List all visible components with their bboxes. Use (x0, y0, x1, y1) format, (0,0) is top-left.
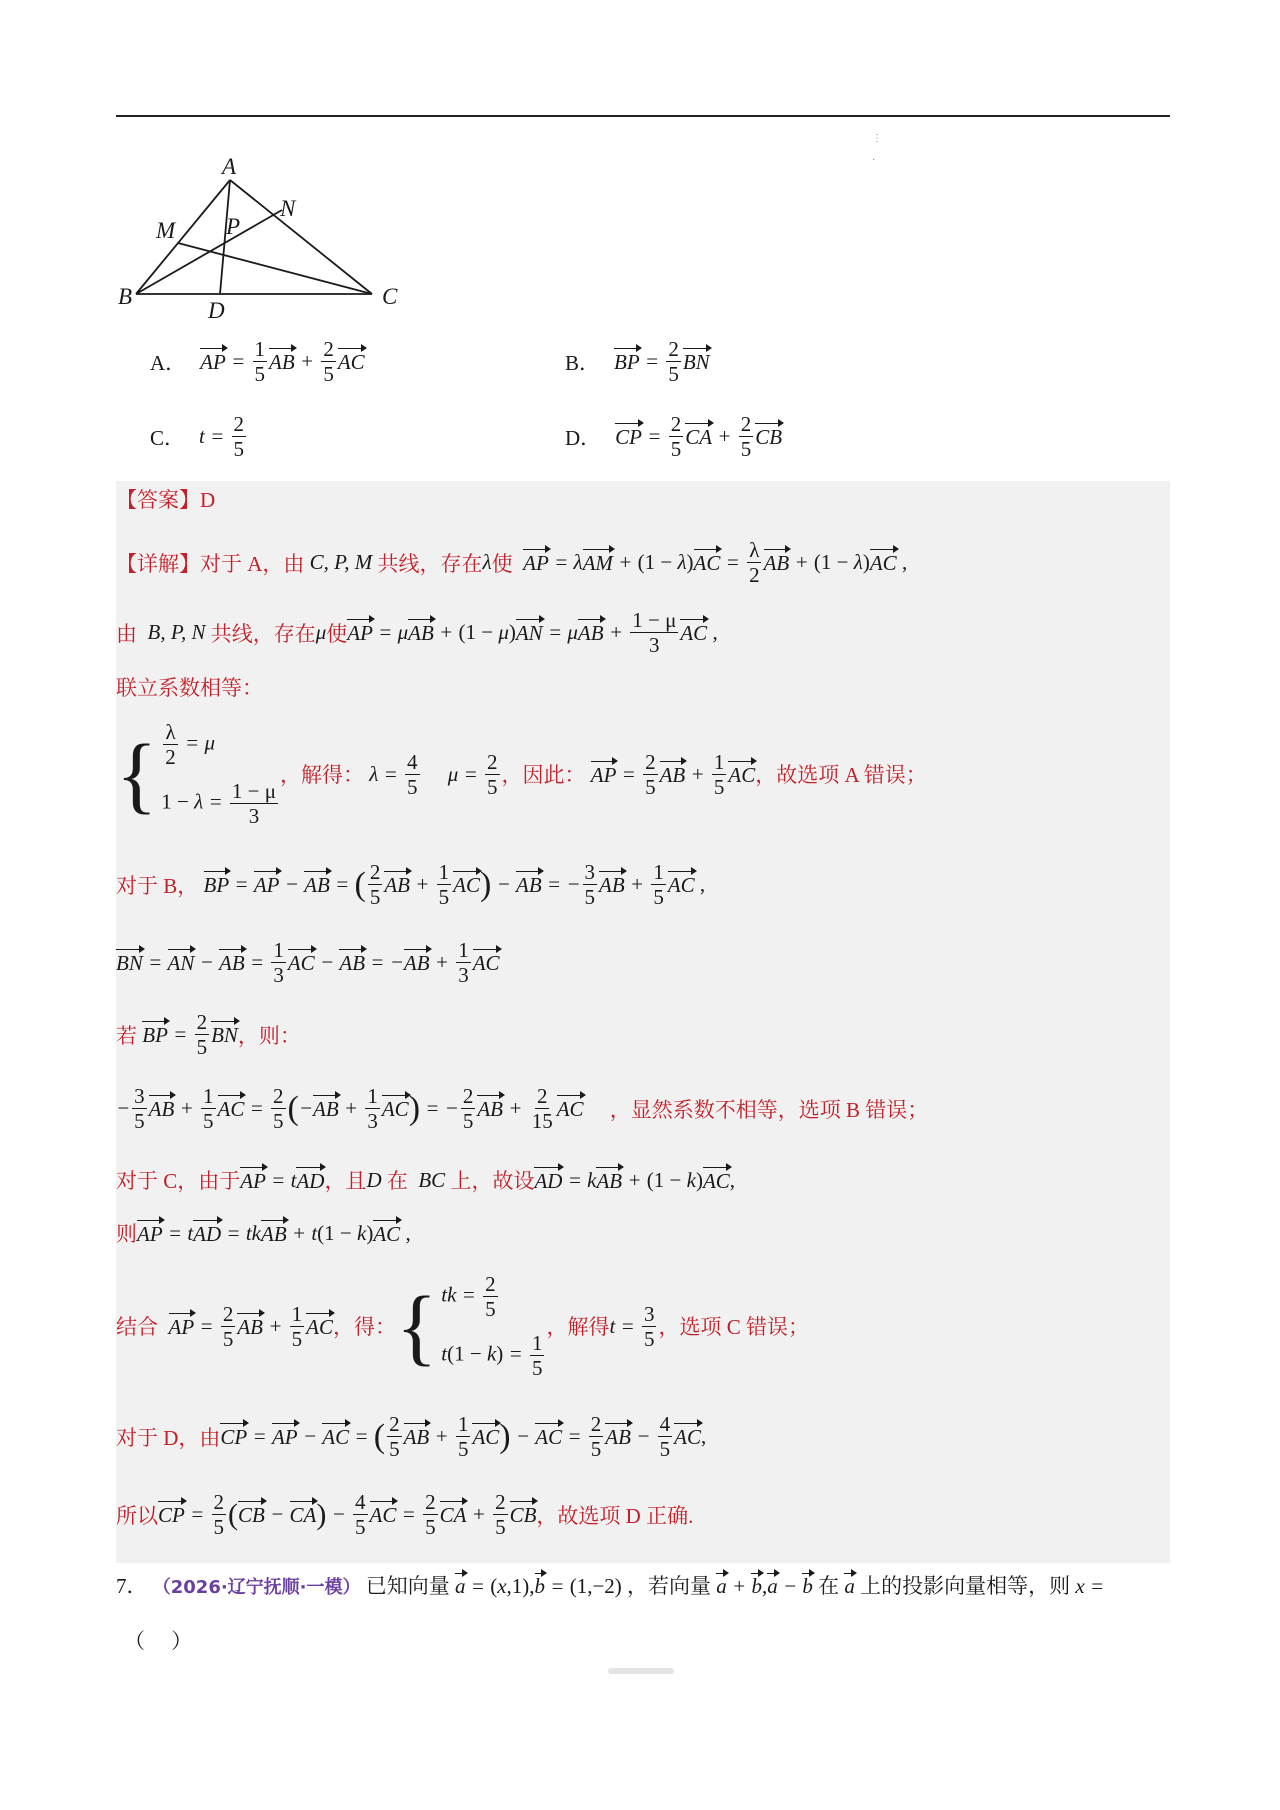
label-b: B (118, 284, 133, 309)
detail-l2-expr: AP = μ AB + (1 − μ ) AN = μ AB + $\frac{1 - \mu}{3}$ AC , (347, 608, 718, 658)
detail-line-9: 对于 C，由于 AP = t AD ，且 D 在 BC 上，故设 AD = k AB + (1 − k ) AC , (116, 1165, 735, 1195)
detail-line-11: 结合 AP = $\frac{2}{5}$ AB + $\frac{1}{5}$ AC ，得： { tk = $\frac{2}{5}$ t(1 − k) = $\frac{1}{5}$ ，解得 t = $\frac{3}{5}$ ，选项 C 错误； (116, 1272, 809, 1381)
detail-l2-b: 共线，存在 (210, 621, 316, 646)
option-d-label: D． (565, 425, 602, 450)
detail-line-7: 若 BP = $\frac{2}{5}$ BN ，则： (116, 1010, 301, 1060)
detail-l5: 对于 B， (116, 873, 199, 898)
option-b-expr: BP = $\frac{2}{5}$ BN (614, 337, 710, 387)
detail-l9-d: 上，故设 (450, 1169, 535, 1193)
label-n: N (280, 196, 296, 221)
label-a: A (222, 158, 237, 179)
option-b[interactable] (565, 337, 710, 386)
label-m: M (156, 218, 176, 243)
option-a[interactable] (150, 337, 365, 386)
detail-l2-c: 使 (326, 621, 348, 646)
detail-l11-b: ，得： (333, 1315, 396, 1340)
option-c-expr: t = $\frac{2}{5}$ (199, 412, 245, 462)
detail-line-1: 【详解】 对于 A，由 C, P, M 共线，存在 λ 使 AP = λ AM + (1 − λ ) AC = $\frac{\lambda}{2}$ AB + (1 − λ ) AC , (116, 538, 908, 588)
margin-marks: ⋮ · (872, 133, 882, 166)
triangle-figure (110, 158, 410, 318)
detail-l2-a: 由 (116, 621, 137, 646)
detail-l1-c: 使 (491, 551, 513, 576)
header-rule (116, 115, 1170, 117)
edge-ac (230, 180, 372, 294)
question-7: 7． （2026·辽宁抚顺·一模） 已知向量 a = ( x ,1), b = (1,−2) ，若向量 a + b , a − b 在 a 上的投影向量相等，则 x = (116, 1573, 1105, 1598)
option-d-expr: CP = $\frac{2}{5}$ CA + $\frac{2}{5}$ CB (615, 412, 783, 462)
detail-l1-expr: AP = λ AM + (1 − λ ) AC = $\frac{\lambda}{2}$ AB + (1 − λ ) AC , (523, 538, 908, 588)
detail-line-6: BN = AN − AB = $\frac{1}{3}$ AC − AB = − AB + $\frac{1}{3}$ AC (116, 938, 500, 988)
q7-text-a: 已知向量 (365, 1574, 450, 1598)
detail-l4-c: ，故选项 A 错误； (755, 763, 927, 788)
q7-text-b: ，若向量 (627, 1574, 712, 1598)
system-2: { tk = $\frac{2}{5}$ t(1 − k) = $\frac{1}{5}$ (396, 1272, 543, 1381)
detail-line-10: 则 AP = t AD = tk AB + t (1 − k ) AC , (116, 1218, 411, 1248)
system-1: { $\frac{\lambda}{2}$ = μ 1 − λ = $\frac{1 - \mu}{3}$ (116, 720, 277, 829)
detail-l10: 则 (116, 1222, 137, 1246)
option-a-expr: AP = $\frac{1}{5}$ AB + $\frac{2}{5}$ AC (200, 337, 365, 387)
detail-line-12: 对于 D，由 CP = AP − AC = ( $\frac{2}{5}$ AB + $\frac{1}{5}$ AC ) − AC = $\frac{2}{5}$ AB − $\frac{4}{5}$ AC , (116, 1412, 707, 1462)
detail-line-8: − $\frac{3}{5}$ AB + $\frac{1}{5}$ AC = $\frac{2}{5}$ ( − AB + $\frac{1}{3}$ AC ) = − $\frac{2}{5}$ AB + $\frac{2}{15}$ AC ，显然系数不相等，选项 B 错误； (116, 1084, 929, 1134)
detail-line-5: 对于 B， BP = AP − AB = ( $\frac{2}{5}$ AB + $\frac{1}{5}$ AC ) − AB = − $\frac{3}{5}$ AB + $\frac{1}{5}$ AC , (116, 860, 706, 910)
answer-tag: 【答案】D (116, 488, 216, 512)
detail-tag: 【详解】 (116, 551, 200, 576)
detail-l7-a: 若 (116, 1023, 137, 1048)
option-a-label: A． (150, 350, 187, 375)
detail-l9-a: 对于 C，由于 (116, 1169, 241, 1193)
detail-l9-b: ，且 (324, 1169, 367, 1193)
option-c[interactable] (150, 412, 248, 461)
label-p: P (226, 214, 241, 239)
detail-l11-a: 结合 (116, 1315, 158, 1340)
detail-l11-d: ，选项 C 错误； (658, 1315, 809, 1340)
option-c-label: C． (150, 425, 186, 450)
detail-l12: 对于 D，由 (116, 1425, 221, 1450)
edge-ab (136, 180, 230, 294)
label-d: D (208, 298, 225, 318)
detail-line-13: 所以 CP = $\frac{2}{5}$ ( CB − CA ) − $\frac{4}{5}$ AC = $\frac{2}{5}$ CA + $\frac{2}{5}$ CB ，故选项 D 正确. (116, 1490, 694, 1540)
detail-l13-a: 所以 (116, 1503, 158, 1528)
label-c: C (382, 284, 398, 309)
detail-l1-b: 共线，存在 (377, 551, 483, 576)
q7-source: （2026·辽宁抚顺·一模） (152, 1577, 361, 1598)
detail-l4-a: ，解得： (280, 763, 365, 788)
detail-l4-b: ，因此： (501, 763, 586, 788)
detail-l1-a: 对于 A，由 (200, 551, 305, 576)
detail-l11-c: ，解得 (546, 1315, 610, 1340)
detail-line-4: { $\frac{\lambda}{2}$ = μ 1 − λ = $\frac{1 - \mu}{3}$ ，解得： λ = $\frac{4}{5}$ μ = $\frac{2}{5}$ ，因此： AP = $\frac{2}{5}$ AB + $\frac{1}{5}$ AC ，故选项 A 错误； (116, 720, 927, 829)
q7-number: 7． (116, 1574, 148, 1598)
detail-l13-b: ，故选项 D 正确. (536, 1503, 694, 1528)
q7-answer-blank[interactable]: （ ） (124, 1629, 193, 1653)
q7-text-c: 在 (818, 1574, 840, 1598)
detail-line-3 (116, 672, 263, 702)
detail-l7-b: ，则： (237, 1023, 301, 1048)
option-b-label: B． (565, 350, 601, 375)
detail-l3: 联立系数相等： (116, 676, 263, 700)
option-d[interactable] (565, 412, 782, 461)
q7-text-d: 上的投影向量相等，则 (860, 1574, 1071, 1598)
detail-l9-c: 在 (386, 1169, 408, 1193)
segment-mc (178, 243, 372, 294)
page-footer-mark (608, 1668, 674, 1674)
detail-l8: ，显然系数不相等，选项 B 错误； (609, 1097, 929, 1122)
detail-line-2: 由 B, P, N 共线，存在 μ 使 AP = μ AB + (1 − μ ) AN = μ AB + $\frac{1 - \mu}{3}$ AC , (116, 608, 718, 658)
answer-line (116, 484, 215, 514)
